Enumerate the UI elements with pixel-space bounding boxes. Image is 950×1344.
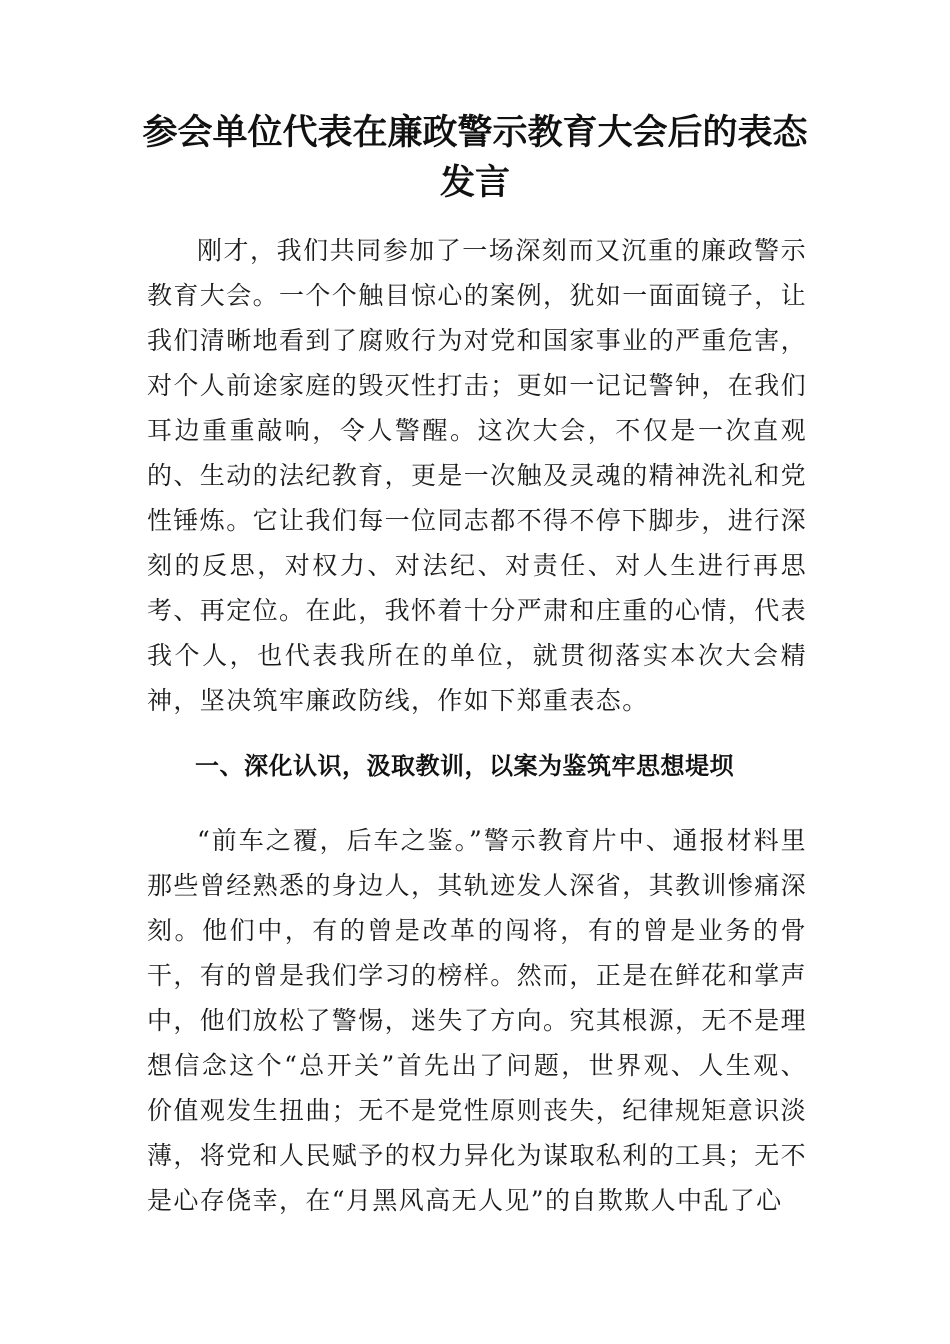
section-paragraph: “前车之覆，后车之鉴。”警示教育片中、通报材料里那些曾经熟悉的身边人，其轨迹发人深省，其教训惨痛深刻。他们中，有的曾是改革的闯将，有的曾是业务的骨干，有的曾是我们学习的榜样。然而，正是在鲜花和掌声中，他们放松了警惕，迷失了方向。究其根源，无不是理想信念这个“总开关”首先出了问题，世界观、人生观、价值观发生扭曲；无不是党性原则丧失，纪律规矩意识淡薄，将党和人民赋予的权力异化为谋取私利的工具；无不是心存侥幸，在“月黑风高无人见”的自欺欺人中乱了心 bbox=[147, 826, 808, 1215]
section-heading: 一、深化认识，汲取教训，以案为鉴筑牢思想堤坝 bbox=[195, 752, 734, 780]
document-title: 参会单位代表在廉政警示教育大会后的表态发言 bbox=[142, 112, 808, 203]
intro-paragraph: 刚才，我们共同参加了一场深刻而又沉重的廉政警示教育大会。一个个触目惊心的案例，犹如一面面镜子，让我们清晰地看到了腐败行为对党和国家事业的严重危害，对个人前途家庭的毁灭性打击；更如一记记警钟，在我们耳边重重敲响，令人警醒。这次大会，不仅是一次直观的、生动的法纪教育，更是一次触及灵魂的精神洗礼和党性锤炼。它让我们每一位同志都不得不停下脚步，进行深刻的反思，对权力、对法纪、对责任、对人生进行再思考、再定位。在此，我怀着十分严肃和庄重的心情，代表我个人，也代表我所在的单位，就贯彻落实本次大会精神，坚决筑牢廉政防线，作如下郑重表态。 bbox=[147, 236, 808, 715]
